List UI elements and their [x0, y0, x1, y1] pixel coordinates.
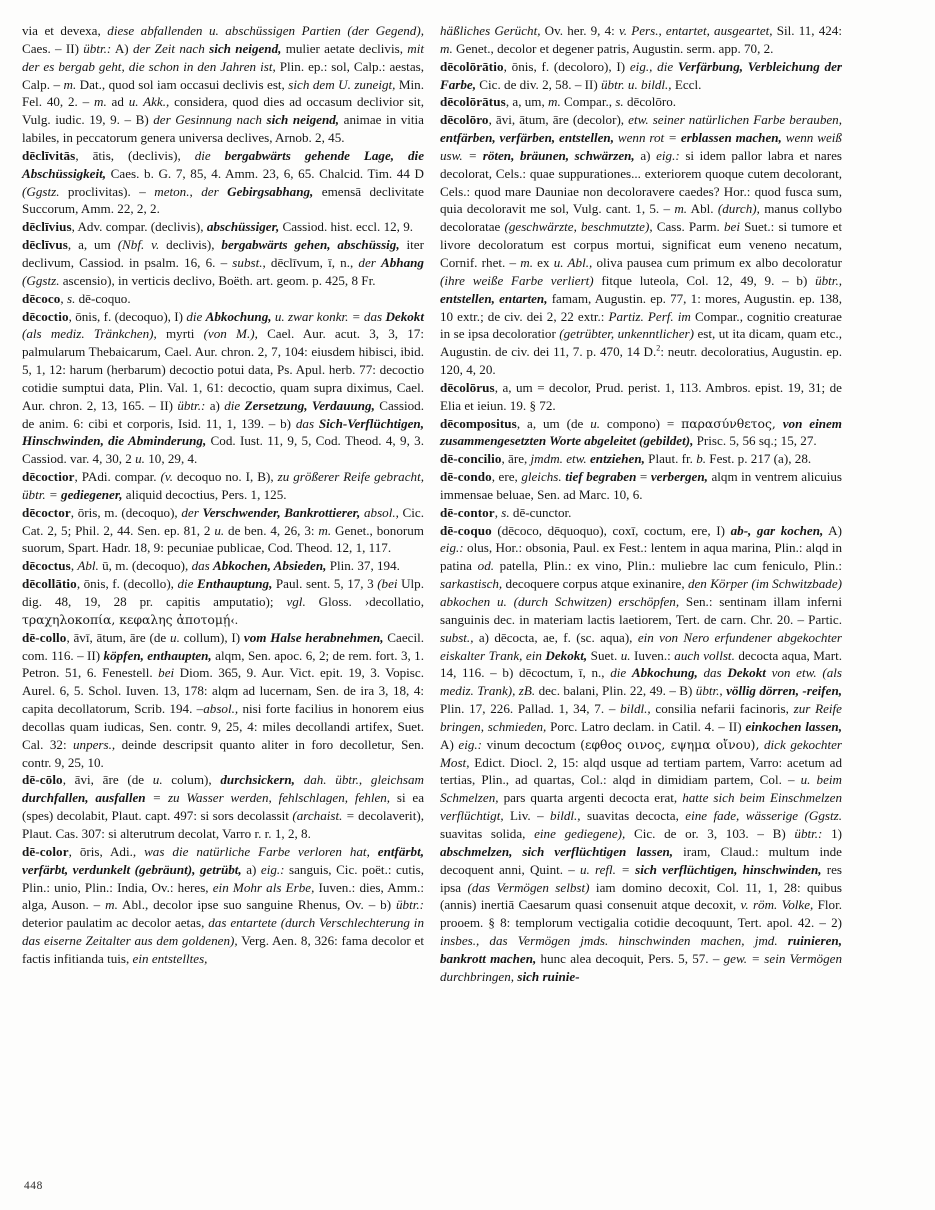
dictionary-entry: dē-collo, āvī, ātum, āre (de u. collum), I) vom Halse herabnehmen, Caecil. com. 116. – II) köpfen, enthaupten, alqm, Sen. apoc. 6, 2; de rem. fort. 3, 1. Petron. 51, 6. Fenestell. bei Diom. 365, 9. Aur. Vict. epit. 19, 3. Vopisc. Aurel. 6, 5. Schol. Iuven. 13, 178: alqm ad lucernam, Sen. de ira 3, 18, 4: capita decollatorum, Scrib. 194. –absol., nisi forte facilius in honorem eius decollas quam iudicas, Sen. contr. 9, 25, 4: miles decollandi artifex, Suet. Cal. 32: unpers., deinde descripsit quanto aliter in foro decolletur, Sen. contr. 9, 25, 10. — [22, 629, 425, 770]
dictionary-entry: dēcoctio, ōnis, f. (decoquo), I) die Abkochung, u. zwar konkr. = das Dekokt (als mediz. Tränkchen), myrti (von M.), Cael. Aur. acut. 3, 3, 17: palmularum Thebaicarum, Cael. Aur. chron. 2, 7, 104: eiusdem hibisci, ibid. 5, 1, 12: harum (herbarum) decoctio potui data, Ps. Apul. herb. 77: decoctio cotidie sumptui data, Plin. Val. 1, 61: decoctio, quam supra diximus, Cael. Aur. chron. 2, 13, 165. – II) übtr.: a) die Zersetzung, Verdauung, Cassiod. de anim. 6: cibi et corporis, Isid. 11, 1, 139. – b) das Sich-Verflüchtigen, Hinschwinden, die Abminderung, Cod. Iust. 11, 9, 5, Cod. Theod. 4, 9, 3. Cassiod. var. 4, 30, 2 u. 10, 29, 4. — [22, 308, 424, 467]
dictionary-entry: dēcoctior, PAdi. compar. (v. decoquo no. I, B), zu größerer Reife gebracht, übtr. = gediegener, aliquid decoctius, Pers. 1, 125. — [22, 469, 424, 502]
dictionary-entry: dēcoctor, ōris, m. (decoquo), der Verschwender, Bankrottierer, absol., Cic. Cat. 2, 5; Phil. 2, 44. Sen. ep. 81, 2 u. de ben. 4, 26, 3: m. Genet., bonorum suorum, Spart. Hadr. 18, 9: pecuniae publicae, Cod. Theod. 12, 1, 117. — [22, 504, 424, 556]
dictionary-entry: dēclīvitās, ātis, (declivis), die bergabwärts gehende Lage, die Abschüssigkeit, Caes. b. G. 7, 85, 4. Amm. 23, 6, 65. Chalcid. Tim. 44 D (Ggstz. proclivitas). – meton., der Gebirgsabhang, emensā declivitate Succorum, Amm. 22, 2, 2. — [22, 147, 425, 217]
dictionary-entry: dē-condo, ere, gleichs. tief begraben = verbergen, alqm in ventrem alicuius immensae beluae, Sen. ad Marc. 10, 6. — [440, 469, 843, 502]
dictionary-entry: dēcollātio, ōnis, f. (decollo), die Enthauptung, Paul. sent. 5, 17, 3 (bei Ulp. dig. 48, 19, 28 pr. capitis amputatio); vgl. Gloss. ›decollatio, τραχηλοκοπία, κεφαλης ἀποτομῄ‹. — [22, 576, 424, 627]
dictionary-entry-continuation: via et devexa, diese abfallenden u. abschüssigen Partien (der Gegend), Caes. – II) übtr.: A) der Zeit nach sich neigend, mulier aetate declivis, mit der es bergab geht, die schon in den Jahren ist, Plin. ep.: sol, Calp.: aestas, Calp. – m. Dat., quod sol iam occasui declivis est, sich dem U. zuneigt, Min. Fel. 40, 2. – m. ad u. Akk., considera, quod dies ad occasum declivior sit, Vulg. iudic. 19, 9. – B) der Gesinnung nach sich neigend, animae in vitia labiles, in peccatorum genera universa declives, Arnob. 2, 45. — [22, 23, 425, 146]
dictionary-entry: dē-coquo (dēcoco, dēquoquo), coxī, coctum, ere, I) ab-, gar kochen, A) eig.: olus, Hor.: obsonia, Paul. ex Fest.: lentem in aqua marina, Plin.: alqd in patina od. patella, Plin.: ex vino, Plin.: muliebre lac cum feniculo, Plin.: sarkastisch, decoquere corpus atque exinanire, den Körper (im Schwitzbade) abkochen u. (durch Schwitzen) erschöpfen, Sen.: sentinam illam inferni sanguinis dec. in materiam lactis laetiorem, Tert. de carn. Chr. 20. – Partic. subst., a) dēcocta, ae, f. (sc. aqua), ein von Nero erfundener abgekochter eiskalter Trank, ein Dekokt, Suet. u. Iuven.: auch vollst. decocta aqua, Mart. 14, 116. – b) dēcoctum, ī, n., die Abkochung, das Dekokt von etw. (als mediz. Trank), zB. dec. balani, Plin. 22, 49. – B) übtr., völlig dörren, -reifen, Plin. 17, 226. Pallad. 1, 34, 7. – bildl., consilia nefarii facinoris, zur Reife bringen, schmieden, Porc. Latro declam. in Catil. 4. – II) einkochen lassen, A) eig.: vinum decoctum (εφθος οινος, εψημα οἴνου), dick gekochter Most, Edict. Diocl. 2, 15: alqd usque ad tertiam partem, Varro: acetum ad tertias, Plin., ad quartas, Col.: alqd in dimidiam partem, Col. – u. beim Schmelzen, pars quarta argenti decocta erat, hatte sich beim Einschmelzen verflüchtigt, Liv. – bildl., suavitas decocta, eine fade, wässerige (Ggstz. suavitas solida, eine gediegene), Cic. de or. 3, 103. – B) übtr.: 1) abschmelzen, sich verflüchtigen lassen, iram, Claud.: multum inde decoquent anni, Quint. – u. refl. = sich verflüchtigen, hinschwinden, res ipsa (das Vermögen selbst) iam domino decoxit, Col. 11, 1, 28: quibus (annis) inertiā Caesarum quasi consenuit atque decoxit, v. röm. Volke, Flor. prooem. § 8: templorum vectigalia cotidie decoquunt, Tert. apol. 42. – 2) insbes., das Vermögen jmds. hinschwinden machen, jmd. ruinieren, bankrott machen, hunc alea decoquit, Pers. 5, 57. – gew. = sein Vermögen durchbringen, sich ruinie- — [440, 522, 843, 984]
dictionary-entry: dēcoctus, Abl. ū, m. (decoquo), das Abkochen, Absieden, Plin. 37, 194. — [22, 558, 400, 574]
dictionary-entry-continuation: häßliches Gerücht, Ov. her. 9, 4: v. Pers., entartet, ausgeartet, Sil. 11, 424: m. Genet., decolor et degener patris, Augustin. serm. app. 70, 2. — [440, 23, 842, 56]
page-number: 448 — [24, 1180, 43, 1192]
dictionary-entry: dēcoco, s. dē-coquo. — [22, 290, 131, 306]
left-text-column — [22, 22, 424, 1162]
dictionary-entry: dē-cōlo, āvi, āre (de u. colum), durchsickern, dah. übtr., gleichsam durchfallen, ausfallen = zu Wasser werden, fehlschlagen, fehlen, si ea (spes) decolabit, Plaut. capt. 497: si sors decolassit (archaist. = decolaverit), Plaut. Cas. 307: si alterutrum decolat, Varro r. r. 1, 2, 8. — [22, 772, 425, 841]
dictionary-entry: dē-color, ōris, Adi., was die natürliche Farbe verloren hat, entfärbt, verfärbt, verdunkelt (gebräunt), getrübt, a) eig.: sanguis, Cic. poët.: cutis, Plin.: unio, Plin.: India, Ov.: heres, ein Mohr als Erbe, Iuven.: dies, Amm.: alga, Auson. – m. Abl., decolor ipse suo sanguine Rhenus, Ov. – b) übtr.: deterior paulatim ac decolor aetas, das entartete (durch Verschlechterung in das eiserne Zeitalter aus dem goldenen), Verg. Aen. 8, 326: fama decolor et factis infitianda tuis, ein entstelltes, — [22, 843, 425, 966]
dictionary-entry: dē-concilio, āre, jmdm. etw. entziehen, Plaut. fr. b. Fest. p. 217 (a), 28. — [440, 451, 812, 467]
dictionary-entry: dēcolōrus, a, um = decolor, Prud. perist. 1, 113. Ambros. epist. 19, 31; de Elia et ieiun. 19. § 72. — [440, 379, 842, 413]
dictionary-entry: dēcolōro, āvi, ātum, āre (decolor), etw. seiner natürlichen Farbe berauben, entfärben, verfärben, entstellen, wenn rot = erblassen machen, wenn weiß usw. = röten, bräunen, schwärzen, a) eig.: si idem pallor labra et nares decolorat, Cels.: quae suppurationes... exteriorem quoque cutem decolorant, Cels.: quod mare Dauniae non decoloravere caedes? Hor.: quod fusca sum, quia decoloravit me sol, Vulg. cant. 1, 5. – m. Abl. (durch), manus collybo decoloratae (geschwärzte, beschmutzte), Cass. Parm. bei Suet.: si tumore et livore decoloratum est corpus mortui, significat eum veneno necatum, Cornif. rhet. – m. ex u. Abl., oliva pausea cum primum ex albo decoloratur (ihre weiße Farbe verliert) fitque luteola, Col. 12, 49, 9. – b) übtr., entstellen, entarten, famam, Augustin. ep. 77, 1: mores, Augustin. ep. 138, 10 extr.; de civ. dei 2, 22 extr.: Partiz. Perf. im Compar., cognitio creaturae in se ipsa decoloratior (getrübter, unkenntlicher) est, ut ita dicam, quam etc., Augustin. de civ. dei 11, 7. p. 470, 14 D.$^2$: neutr. decoloratius, Augustin. ep. 120, 4, 20. — [440, 112, 843, 378]
dictionary-entry: dēcompositus, a, um (de u. compono) = παρασύνθετος, von einem zusammengesetzten Worte abgeleitet (gebildet), Prisc. 5, 56 sq.; 15, 27. — [440, 415, 842, 449]
dictionary-entry: dēcolōrātio, ōnis, f. (decoloro), I) eig., die Verfärbung, Verbleichung der Farbe, Cic. de div. 2, 58. – II) übtr. u. bildl., Eccl. — [440, 58, 842, 92]
dictionary-entry: dēcolōrātus, a, um, m. Compar., s. dēcolōro. — [440, 94, 677, 110]
dictionary-entry: dē-contor, s. dē-cunctor. — [440, 504, 572, 520]
dictionary-entry: dēclīvus, a, um (Nbf. v. declivis), bergabwärts gehen, abschüssig, iter declivum, Cassiod. in psalm. 16, 6. – subst., dēclīvum, ī, n., der Abhang (Ggstz. ascensio), in verticis declivo, Boëth. art. geom. p. 425, 8 Fr. — [22, 237, 424, 288]
right-text-column — [440, 22, 842, 1162]
two-column-text-body — [22, 22, 913, 1162]
dictionary-entry: dēclīvius, Adv. compar. (declivis), abschüssiger, Cassiod. hist. eccl. 12, 9. — [22, 219, 414, 235]
